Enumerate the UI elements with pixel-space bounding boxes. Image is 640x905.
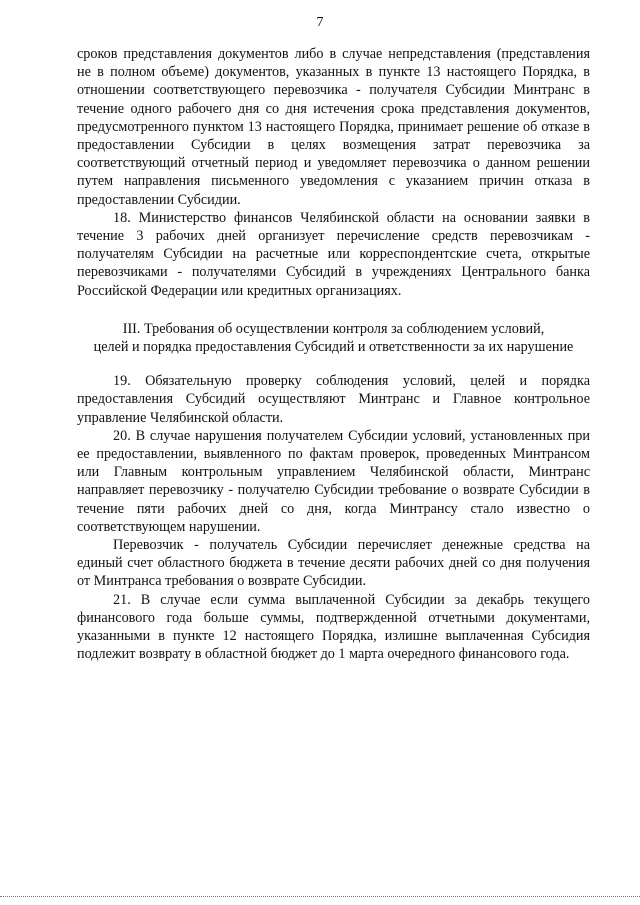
section-heading-line-1: III. Требования об осуществлении контроля за соблюдением условий, — [122, 320, 545, 337]
paragraph-20: 20. В случае нарушения получателем Субсидии условий, установленных при ее предоставлении, выявленного по фактам проверок, проведенных Минтрансом или Главным контрольным управлением Челябинской области, Минтранс направляет перевозчику - получателю Субсидии требование о возврате Субсидии в течение пяти рабочих дней со дня, когда Минтрансу стало известно о соответствующем нарушении. — [77, 427, 590, 535]
paragraph-18: 18. Министерство финансов Челябинской области на основании заявки в течение 3 рабочих дней организует перечисление средств перевозчикам - получателям Субсидии на расчетные или корреспондентские счета, открытые перевозчиками - получателями Субсидий в учреждениях Центрального банка Российской Федерации или кредитных организациях. — [77, 209, 590, 299]
paragraph-continuation: сроков представления документов либо в случае непредставления (представления не в полном объеме) документов, указанных в пункте 13 настоящего Порядка, в отношении соответствующего перевозчика - получателя Субсидии Минтранс в течение одного рабочего дня со дня истечения срока представления документов, предусмотренного пунктом 13 настоящего Порядка, принимает решение об отказе в предоставлении Субсидии в целях возмещения затрат перевозчика за соответствующий отчетный период и уведомляет перевозчика о данном решении путем направления письменного уведомления с указанием причин отказа в предоставлении Субсидии. — [77, 46, 590, 208]
paragraph-21: 21. В случае если сумма выплаченной Субсидии за декабрь текущего финансового года больше суммы, подтвержденной отчетными документами, указанными в пункте 12 настоящего Порядка, излишне выплаченная Субсидия подлежит возврату в областной бюджет до 1 марта очередного финансового года. — [77, 591, 590, 663]
scan-edge-line — [0, 896, 640, 897]
paragraph-19: 19. Обязательную проверку соблюдения условий, целей и порядка предоставления Субсидий осуществляют Минтранс и Главное контрольное управление Челябинской области. — [77, 373, 590, 426]
paragraph-20-refund: Перевозчик - получатель Субсидии перечисляет денежные средства на единый счет областного бюджета в течение десяти рабочих дней со дня получения от Минтранса требования о возврате Субсидии. — [77, 537, 590, 590]
page-number: 7 — [316, 15, 324, 30]
section-heading-line-2: целей и порядка предоставления Субсидий и ответственности за их нарушение — [93, 339, 574, 356]
document-body — [77, 45, 590, 664]
section-heading — [77, 320, 590, 356]
